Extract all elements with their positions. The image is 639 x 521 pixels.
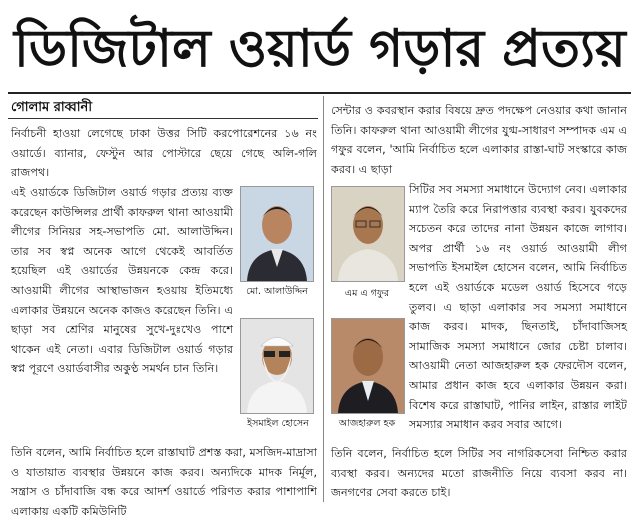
caption-ismail: ইসমাইল হোসেন <box>247 418 309 429</box>
caption-azharul: আজহারুল হক <box>338 418 396 429</box>
caption-alauddin: মো. আলাউদ্দিন <box>246 286 308 297</box>
article-paragraph-left-1: নির্বাচনী হাওয়া লেগেছে ঢাকা উত্তর সিটি করপোরেশনের ১৬ নং ওয়ার্ডে। ব্যানার, ফেস্টুন আর পোস্টারে ছেয়ে গেছে অলি-গলি রাজপথ। <box>11 127 317 180</box>
headline: ডিজিটাল ওয়ার্ড গড়ার প্রত্যয় <box>14 19 626 79</box>
byline: গোলাম রাব্বানী <box>11 100 93 115</box>
headline-rule <box>8 92 631 94</box>
byline-rule <box>8 118 318 119</box>
article-paragraph-right-2: সিটির সব সমস্যা সমাধানে উদ্যোগ নেব। এলাকার ম্যাপ তৈরি করে নিরাপত্তার ব্যবস্থা করব। যুবকদের সচেতন করে তাদের নানা উন্নয়ন কাজে লাগাব। অপর প্রার্থী ১৬ নং ওয়ার্ড আওয়ামী লীগ সভাপতি ইসমাইল হোসেন বলেন, আমি নির্বাচিত হলে এই ওয়ার্ডকে মডেল ওয়ার্ড হিসেবে গড়ে তুলব। এ ছাড়া এলাকার সব সমস্যা সমাধানে কাজ করব। মাদক, ছিনতাই, চাঁদাবাজিসহ সামাজিক সমস্যা সমাধানে জোর চেষ্টা চালাব। আওয়ামী নেতা আজহারুল হক ফেরদৌস বলেন, আমার প্রধান কাজ হবে এলাকার উন্নয়ন করা। বিশেষ করে রাস্তাঘাট, পানির লাইন, রাস্তার লাইট সমস্যার সমাধান করব সবার আগে। <box>409 183 627 432</box>
article-paragraph-left-2: এই ওয়ার্ডকে ডিজিটাল ওয়ার্ড গড়ার প্রত্যয় ব্যক্ত করেছেন কাউন্সিলর প্রার্থী কাফরুল থানা আওয়ামী লীগের সিনিয়র সহ-সভাপতি মো. আলাউদ্দিন। তার সব স্বপ্ন অনেক আগে থেকেই আবর্তিত হয়েছিল এই ওয়ার্ডের উন্নয়নকে কেন্দ্র করে। আওয়ামী লীগের আস্থাভাজন হওয়ায় ইতিমধ্যে এলাকার উন্নয়নে অনেক কাজও করেছেন তিনি। এ ছাড়া সব শ্রেণির মানুষের সুখে-দুঃখেও পাশে থাকেন এই নেতা। এবার ডিজিটাল ওয়ার্ড গড়ার স্বপ্ন পূরণে ওয়ার্ডবাসীর অকুণ্ঠ সমর্থন চান তিনি। <box>11 186 233 376</box>
photo-azharul <box>331 318 405 414</box>
article-paragraph-left-3: তিনি বলেন, আমি নির্বাচিত হলে রাস্তাঘাট প্রশস্ত করা, মসজিদ-মাদ্রাসা ও যাতায়াত ব্যবস্থার উন্নয়নে কাজ করব। অন্যদিকে মাদক নির্মূল, সন্ত্রাস ও চাঁদাবাজি বন্ধ করে আদর্শ ওয়ার্ডে পরিণত করার পাশাপাশি এলাকায় একটি কমিউনিটি <box>11 446 317 518</box>
column-divider <box>323 96 324 502</box>
caption-gafur: এম এ গফুর <box>344 288 390 299</box>
photo-ismail <box>240 318 314 414</box>
photo-gafur <box>331 186 405 282</box>
photo-alauddin <box>240 186 314 282</box>
article-paragraph-right-3: তিনি বলেন, নির্বাচিত হলে সিটির সব নাগরিকসেবা নিশ্চিত করার ব্যবস্থা করব। অন্যদের মতো রাজনীতি নিয়ে ব্যবসা করব না। জনগণের সেবা করতে চাই। <box>331 447 627 500</box>
article-paragraph-right-1: সেন্টার ও কবরস্থান করার বিষয়ে দ্রুত পদক্ষেপ নেওয়ার কথা জানান তিনি। কাফরুল থানা আওয়ামী লীগের যুগ্ম-সাধারণ সম্পাদক এম এ গফুর বলেন, 'আমি নির্বাচিত হলে এলাকার রাস্তা-ঘাট সংস্কারে কাজ করব। এ ছাড়া <box>331 104 627 176</box>
